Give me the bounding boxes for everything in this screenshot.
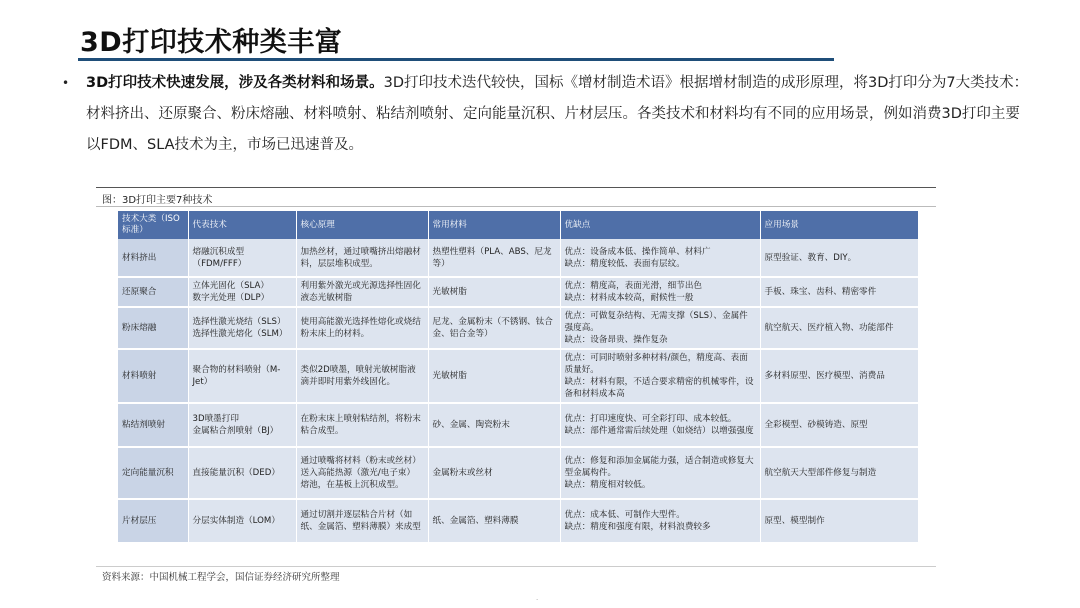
cell-core-principle: 利用紫外激光或光源选择性固化液态光敏树脂 (296, 277, 428, 307)
source-note: 资料来源：中国机械工程学会，国信证券经济研究所整理 (102, 572, 340, 583)
cell-applications: 航空航天大型部件修复与制造 (760, 447, 918, 499)
cell-category: 定向能量沉积 (118, 447, 188, 499)
cell-pros-cons: 优点：可同时喷射多种材料/颜色，精度高、表面质量好。 缺点：材料有限，不适合要求精密的机械零件，设备和材料成本高 (560, 349, 760, 403)
cell-pros-cons: 优点：成本低、可制作大型件。 缺点：精度和强度有限，材料浪费较多 (560, 499, 760, 543)
header-applications: 应用场景 (760, 211, 918, 239)
cell-representative-tech: 熔融沉积成型（FDM/FFF） (188, 239, 296, 277)
cell-pros-cons: 优点：打印速度快、可全彩打印、成本较低。 缺点：部件通常需后续处理（如烧结）以增强强度 (560, 403, 760, 447)
cell-core-principle: 在粉末床上喷射粘结剂，将粉末粘合成型。 (296, 403, 428, 447)
bullet-paragraph (86, 68, 1032, 161)
cell-applications: 多材料原型、医疗模型、消费品 (760, 349, 918, 403)
cell-representative-tech: 选择性激光烧结（SLS） 选择性激光熔化（SLM） (188, 307, 296, 349)
cell-category: 材料挤出 (118, 239, 188, 277)
table-row (118, 277, 918, 307)
intro-bullet (62, 68, 1032, 161)
table-row (118, 447, 918, 499)
table-header-row (118, 211, 918, 239)
cell-representative-tech: 立体光固化（SLA） 数字光处理（DLP） (188, 277, 296, 307)
bullet-body-text: 3D打印技术迭代较快，国标《增材制造术语》根据增材制造的成形原理，将3D打印分为7大类技术：材料挤出、还原聚合、粉床熔融、材料喷射、粘结剂喷射、定向能量沉积、片材层压。各类技术和材料均有不同的应用场景，例如消费3D打印主要以FDM、SLA技术为主，市场已迅速普及。 (86, 75, 1029, 153)
cell-core-principle: 使用高能激光选择性熔化或烧结粉末床上的材料。 (296, 307, 428, 349)
cell-common-materials: 光敏树脂 (428, 277, 560, 307)
cell-pros-cons: 优点：设备成本低、操作简单、材料广 缺点：精度较低、表面有层纹。 (560, 239, 760, 277)
cell-common-materials: 砂、金属、陶瓷粉末 (428, 403, 560, 447)
header-representative-tech: 代表技术 (188, 211, 296, 239)
technology-table (118, 211, 919, 544)
cell-category: 片材层压 (118, 499, 188, 543)
cell-applications: 手板、珠宝、齿科、精密零件 (760, 277, 918, 307)
cell-applications: 全彩模型、砂模铸造、原型 (760, 403, 918, 447)
cell-core-principle: 通过喷嘴将材料（粉末或丝材）送入高能热源（激光/电子束）熔池，在基板上沉积成型。 (296, 447, 428, 499)
cell-representative-tech: 直接能量沉积（DED） (188, 447, 296, 499)
header-category: 技术大类（ISO标准） (118, 211, 188, 239)
cell-applications: 原型验证、教育、DIY。 (760, 239, 918, 277)
cell-representative-tech: 分层实体制造（LOM） (188, 499, 296, 543)
table-row (118, 307, 918, 349)
table-row (118, 499, 918, 543)
cell-core-principle: 加热丝材，通过喷嘴挤出熔融材料，层层堆积成型。 (296, 239, 428, 277)
cell-common-materials: 尼龙、金属粉末（不锈钢、钛合金、铝合金等） (428, 307, 560, 349)
cell-category: 还原聚合 (118, 277, 188, 307)
cell-category: 粉床熔融 (118, 307, 188, 349)
cell-category: 材料喷射 (118, 349, 188, 403)
cell-common-materials: 光敏树脂 (428, 349, 560, 403)
table-row (118, 349, 918, 403)
header-pros-cons: 优缺点 (560, 211, 760, 239)
page-title: 3D打印技术种类丰富 (80, 27, 343, 58)
header-core-principle: 核心原理 (296, 211, 428, 239)
figure-top-rule (96, 187, 936, 188)
cell-common-materials: 金属粉末或丝材 (428, 447, 560, 499)
cell-applications: 原型、模型制作 (760, 499, 918, 543)
figure-caption: 图：3D打印主要7种技术 (102, 195, 213, 206)
header-common-materials: 常用材料 (428, 211, 560, 239)
bullet-dot-icon: • (62, 76, 70, 90)
cell-representative-tech: 3D喷墨打印 金属粘合剂喷射（BJ） (188, 403, 296, 447)
cell-core-principle: 类似2D喷墨，喷射光敏树脂液滴并即时用紫外线固化。 (296, 349, 428, 403)
cell-pros-cons: 优点：可做复杂结构、无需支撑（SLS）、金属件强度高。 缺点：设备昂贵、操作复杂 (560, 307, 760, 349)
cell-common-materials: 热塑性塑料（PLA、ABS、尼龙等） (428, 239, 560, 277)
cell-applications: 航空航天、医疗植入物、功能部件 (760, 307, 918, 349)
figure-caption-rule (96, 206, 936, 207)
cell-representative-tech: 聚合物的材料喷射（M-Jet） (188, 349, 296, 403)
cell-pros-cons: 优点：修复和添加金属能力强，适合制造或修复大型金属构件。 缺点：精度相对较低。 (560, 447, 760, 499)
cell-common-materials: 纸、金属箔、塑料薄膜 (428, 499, 560, 543)
page-marker: · (536, 596, 539, 604)
cell-pros-cons: 优点：精度高，表面光滑，细节出色 缺点：材料成本较高，耐候性一般 (560, 277, 760, 307)
table-row (118, 239, 918, 277)
figure-bottom-rule (96, 566, 936, 567)
cell-core-principle: 通过切割并逐层粘合片材（如纸、金属箔、塑料薄膜）来成型 (296, 499, 428, 543)
bullet-bold-lead: 3D打印技术快速发展，涉及各类材料和场景。 (86, 75, 384, 91)
table-row (118, 403, 918, 447)
cell-category: 粘结剂喷射 (118, 403, 188, 447)
title-underline (78, 58, 834, 61)
